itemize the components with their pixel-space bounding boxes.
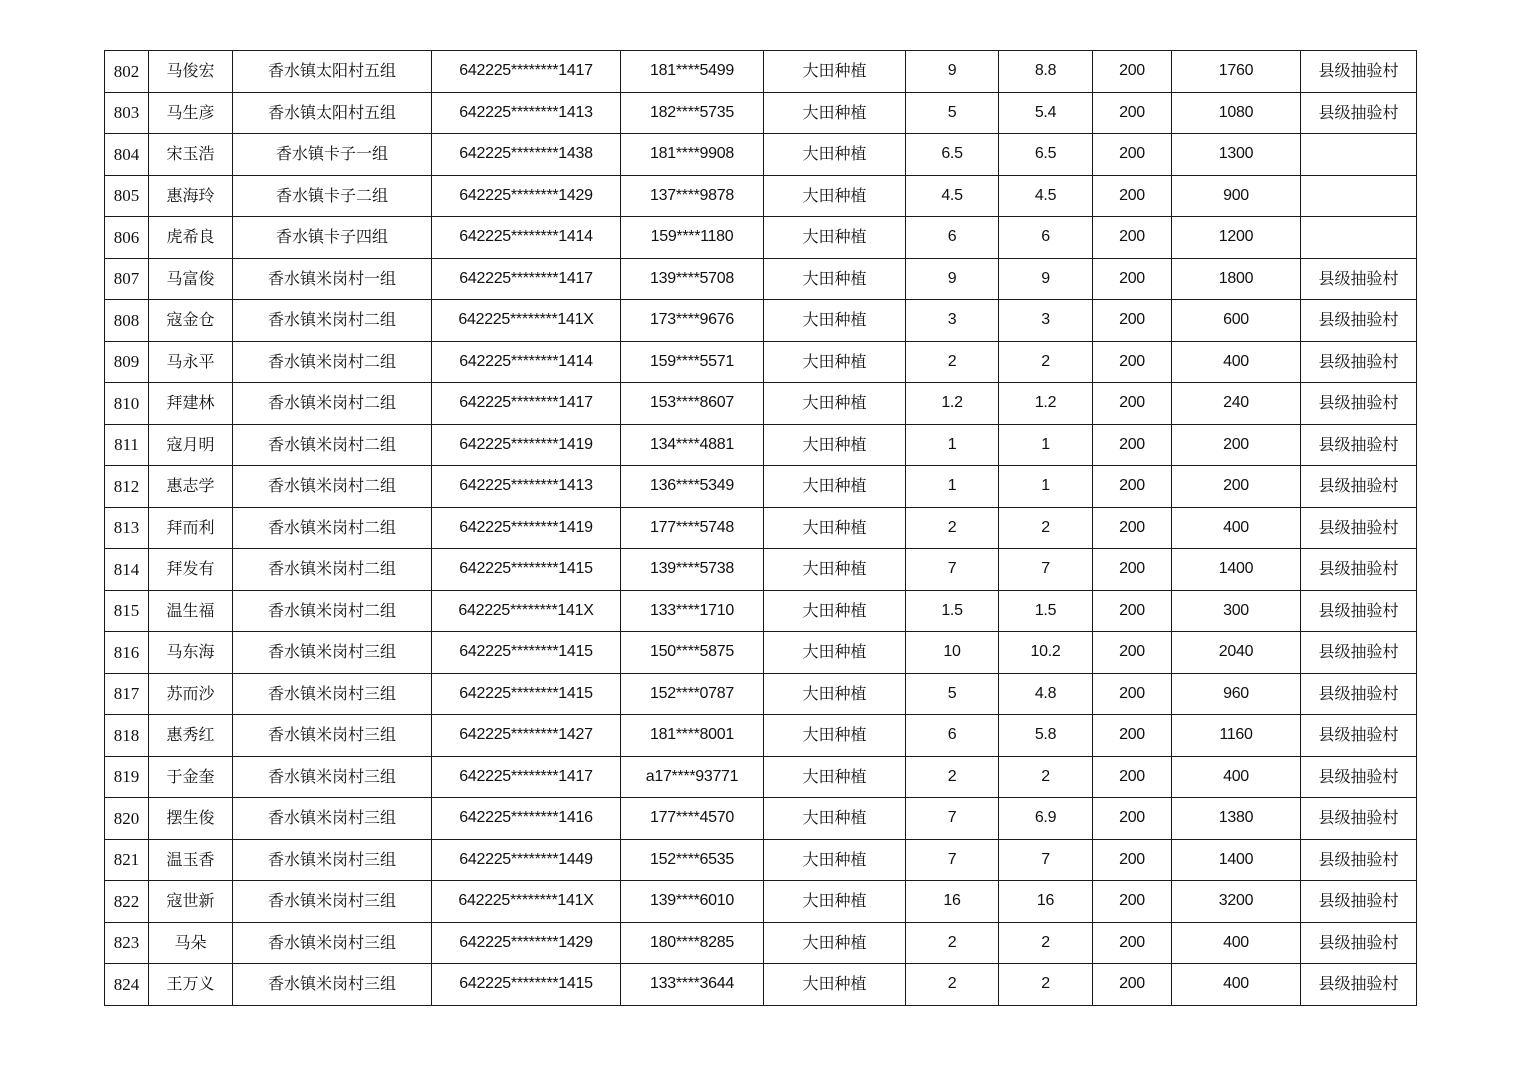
- row-number-cell: 814: [105, 549, 149, 591]
- phone-cell: 136****5349: [621, 466, 764, 508]
- table-row: [105, 383, 1417, 425]
- phone-cell: 134****4881: [621, 424, 764, 466]
- area-cell: 6: [906, 217, 999, 259]
- category-cell: 大田种植: [764, 715, 906, 757]
- phone-cell: 177****4570: [621, 798, 764, 840]
- category-cell: 大田种植: [764, 590, 906, 632]
- phone-cell: 139****5708: [621, 258, 764, 300]
- name-cell: 王万义: [149, 964, 233, 1006]
- rate-cell: 200: [1093, 881, 1172, 923]
- area-cell: 1: [906, 424, 999, 466]
- address-cell: 香水镇米岗村二组: [233, 590, 432, 632]
- address-cell: 香水镇米岗村二组: [233, 383, 432, 425]
- id-number-cell: 642225********1415: [432, 673, 621, 715]
- amount-cell: 900: [1172, 175, 1301, 217]
- verified-area-cell: 7: [999, 839, 1093, 881]
- note-cell: 县级抽验村: [1301, 590, 1417, 632]
- id-number-cell: 642225********1417: [432, 51, 621, 93]
- name-cell: 马永平: [149, 341, 233, 383]
- note-cell: 县级抽验村: [1301, 300, 1417, 342]
- id-number-cell: 642225********1449: [432, 839, 621, 881]
- name-cell: 马生彦: [149, 92, 233, 134]
- rate-cell: 200: [1093, 175, 1172, 217]
- note-cell: 县级抽验村: [1301, 383, 1417, 425]
- amount-cell: 400: [1172, 756, 1301, 798]
- category-cell: 大田种植: [764, 756, 906, 798]
- id-number-cell: 642225********1438: [432, 134, 621, 176]
- table-row: [105, 549, 1417, 591]
- phone-cell: 150****5875: [621, 632, 764, 674]
- phone-cell: 159****1180: [621, 217, 764, 259]
- address-cell: 香水镇米岗村二组: [233, 424, 432, 466]
- amount-cell: 200: [1172, 466, 1301, 508]
- id-number-cell: 642225********141X: [432, 881, 621, 923]
- row-number-cell: 804: [105, 134, 149, 176]
- note-cell: [1301, 175, 1417, 217]
- name-cell: 马朵: [149, 922, 233, 964]
- area-cell: 2: [906, 922, 999, 964]
- rate-cell: 200: [1093, 839, 1172, 881]
- verified-area-cell: 3: [999, 300, 1093, 342]
- category-cell: 大田种植: [764, 507, 906, 549]
- address-cell: 香水镇米岗村三组: [233, 715, 432, 757]
- rate-cell: 200: [1093, 964, 1172, 1006]
- name-cell: 马俊宏: [149, 51, 233, 93]
- name-cell: 寇世新: [149, 881, 233, 923]
- verified-area-cell: 7: [999, 549, 1093, 591]
- area-cell: 7: [906, 798, 999, 840]
- name-cell: 摆生俊: [149, 798, 233, 840]
- amount-cell: 1400: [1172, 549, 1301, 591]
- address-cell: 香水镇米岗村一组: [233, 258, 432, 300]
- address-cell: 香水镇太阳村五组: [233, 92, 432, 134]
- rate-cell: 200: [1093, 549, 1172, 591]
- row-number-cell: 819: [105, 756, 149, 798]
- category-cell: 大田种植: [764, 964, 906, 1006]
- verified-area-cell: 5.4: [999, 92, 1093, 134]
- row-number-cell: 802: [105, 51, 149, 93]
- category-cell: 大田种植: [764, 549, 906, 591]
- phone-cell: 137****9878: [621, 175, 764, 217]
- amount-cell: 1200: [1172, 217, 1301, 259]
- rate-cell: 200: [1093, 466, 1172, 508]
- address-cell: 香水镇米岗村三组: [233, 922, 432, 964]
- category-cell: 大田种植: [764, 881, 906, 923]
- area-cell: 1.2: [906, 383, 999, 425]
- note-cell: 县级抽验村: [1301, 632, 1417, 674]
- address-cell: 香水镇卡子一组: [233, 134, 432, 176]
- area-cell: 7: [906, 549, 999, 591]
- phone-cell: 152****0787: [621, 673, 764, 715]
- area-cell: 2: [906, 341, 999, 383]
- area-cell: 1.5: [906, 590, 999, 632]
- amount-cell: 1400: [1172, 839, 1301, 881]
- note-cell: [1301, 217, 1417, 259]
- amount-cell: 400: [1172, 341, 1301, 383]
- phone-cell: 173****9676: [621, 300, 764, 342]
- rate-cell: 200: [1093, 258, 1172, 300]
- id-number-cell: 642225********1417: [432, 756, 621, 798]
- phone-cell: 133****1710: [621, 590, 764, 632]
- phone-cell: 153****8607: [621, 383, 764, 425]
- table-row: [105, 51, 1417, 93]
- id-number-cell: 642225********1429: [432, 922, 621, 964]
- phone-cell: 181****9908: [621, 134, 764, 176]
- row-number-cell: 812: [105, 466, 149, 508]
- rate-cell: 200: [1093, 134, 1172, 176]
- note-cell: 县级抽验村: [1301, 341, 1417, 383]
- amount-cell: 400: [1172, 507, 1301, 549]
- note-cell: 县级抽验村: [1301, 92, 1417, 134]
- address-cell: 香水镇米岗村二组: [233, 466, 432, 508]
- verified-area-cell: 2: [999, 756, 1093, 798]
- address-cell: 香水镇米岗村二组: [233, 507, 432, 549]
- address-cell: 香水镇米岗村三组: [233, 632, 432, 674]
- table-row: [105, 134, 1417, 176]
- verified-area-cell: 5.8: [999, 715, 1093, 757]
- area-cell: 5: [906, 673, 999, 715]
- verified-area-cell: 4.5: [999, 175, 1093, 217]
- row-number-cell: 809: [105, 341, 149, 383]
- row-number-cell: 821: [105, 839, 149, 881]
- row-number-cell: 824: [105, 964, 149, 1006]
- name-cell: 苏而沙: [149, 673, 233, 715]
- note-cell: 县级抽验村: [1301, 507, 1417, 549]
- row-number-cell: 815: [105, 590, 149, 632]
- verified-area-cell: 16: [999, 881, 1093, 923]
- category-cell: 大田种植: [764, 341, 906, 383]
- rate-cell: 200: [1093, 715, 1172, 757]
- row-number-cell: 818: [105, 715, 149, 757]
- name-cell: 温生福: [149, 590, 233, 632]
- category-cell: 大田种植: [764, 217, 906, 259]
- amount-cell: 2040: [1172, 632, 1301, 674]
- amount-cell: 400: [1172, 964, 1301, 1006]
- table-row: [105, 175, 1417, 217]
- verified-area-cell: 10.2: [999, 632, 1093, 674]
- category-cell: 大田种植: [764, 383, 906, 425]
- area-cell: 1: [906, 466, 999, 508]
- amount-cell: 200: [1172, 424, 1301, 466]
- id-number-cell: 642225********1419: [432, 507, 621, 549]
- table-row: [105, 424, 1417, 466]
- id-number-cell: 642225********1415: [432, 549, 621, 591]
- row-number-cell: 822: [105, 881, 149, 923]
- category-cell: 大田种植: [764, 424, 906, 466]
- address-cell: 香水镇米岗村二组: [233, 341, 432, 383]
- row-number-cell: 820: [105, 798, 149, 840]
- name-cell: 拜而利: [149, 507, 233, 549]
- amount-cell: 600: [1172, 300, 1301, 342]
- rate-cell: 200: [1093, 756, 1172, 798]
- id-number-cell: 642225********1415: [432, 964, 621, 1006]
- note-cell: [1301, 134, 1417, 176]
- phone-cell: 181****5499: [621, 51, 764, 93]
- table-row: [105, 839, 1417, 881]
- table-row: [105, 632, 1417, 674]
- area-cell: 3: [906, 300, 999, 342]
- row-number-cell: 816: [105, 632, 149, 674]
- note-cell: 县级抽验村: [1301, 839, 1417, 881]
- id-number-cell: 642225********1419: [432, 424, 621, 466]
- address-cell: 香水镇米岗村二组: [233, 549, 432, 591]
- table-row: [105, 964, 1417, 1006]
- row-number-cell: 810: [105, 383, 149, 425]
- phone-cell: 182****5735: [621, 92, 764, 134]
- verified-area-cell: 2: [999, 964, 1093, 1006]
- name-cell: 马富俊: [149, 258, 233, 300]
- data-table: [104, 50, 1417, 1006]
- id-number-cell: 642225********1414: [432, 341, 621, 383]
- note-cell: 县级抽验村: [1301, 466, 1417, 508]
- id-number-cell: 642225********1427: [432, 715, 621, 757]
- category-cell: 大田种植: [764, 300, 906, 342]
- area-cell: 2: [906, 756, 999, 798]
- amount-cell: 400: [1172, 922, 1301, 964]
- amount-cell: 3200: [1172, 881, 1301, 923]
- name-cell: 于金奎: [149, 756, 233, 798]
- category-cell: 大田种植: [764, 798, 906, 840]
- note-cell: 县级抽验村: [1301, 964, 1417, 1006]
- note-cell: 县级抽验村: [1301, 424, 1417, 466]
- area-cell: 10: [906, 632, 999, 674]
- rate-cell: 200: [1093, 51, 1172, 93]
- category-cell: 大田种植: [764, 673, 906, 715]
- verified-area-cell: 1.5: [999, 590, 1093, 632]
- name-cell: 虎希良: [149, 217, 233, 259]
- note-cell: 县级抽验村: [1301, 922, 1417, 964]
- phone-cell: 139****5738: [621, 549, 764, 591]
- rate-cell: 200: [1093, 92, 1172, 134]
- phone-cell: 181****8001: [621, 715, 764, 757]
- area-cell: 6.5: [906, 134, 999, 176]
- phone-cell: 152****6535: [621, 839, 764, 881]
- table-body: [105, 51, 1417, 1006]
- note-cell: 县级抽验村: [1301, 549, 1417, 591]
- amount-cell: 1380: [1172, 798, 1301, 840]
- name-cell: 寇月明: [149, 424, 233, 466]
- table-row: [105, 922, 1417, 964]
- id-number-cell: 642225********1413: [432, 466, 621, 508]
- id-number-cell: 642225********1413: [432, 92, 621, 134]
- rate-cell: 200: [1093, 217, 1172, 259]
- table-row: [105, 673, 1417, 715]
- note-cell: 县级抽验村: [1301, 51, 1417, 93]
- id-number-cell: 642225********1429: [432, 175, 621, 217]
- table-row: [105, 507, 1417, 549]
- name-cell: 惠志学: [149, 466, 233, 508]
- category-cell: 大田种植: [764, 92, 906, 134]
- id-number-cell: 642225********1417: [432, 258, 621, 300]
- amount-cell: 960: [1172, 673, 1301, 715]
- row-number-cell: 808: [105, 300, 149, 342]
- category-cell: 大田种植: [764, 175, 906, 217]
- row-number-cell: 813: [105, 507, 149, 549]
- id-number-cell: 642225********1415: [432, 632, 621, 674]
- id-number-cell: 642225********141X: [432, 300, 621, 342]
- phone-cell: 139****6010: [621, 881, 764, 923]
- category-cell: 大田种植: [764, 258, 906, 300]
- address-cell: 香水镇米岗村三组: [233, 756, 432, 798]
- amount-cell: 300: [1172, 590, 1301, 632]
- category-cell: 大田种植: [764, 466, 906, 508]
- row-number-cell: 805: [105, 175, 149, 217]
- area-cell: 7: [906, 839, 999, 881]
- verified-area-cell: 2: [999, 922, 1093, 964]
- verified-area-cell: 2: [999, 507, 1093, 549]
- address-cell: 香水镇米岗村三组: [233, 964, 432, 1006]
- area-cell: 4.5: [906, 175, 999, 217]
- category-cell: 大田种植: [764, 134, 906, 176]
- amount-cell: 1760: [1172, 51, 1301, 93]
- table-row: [105, 341, 1417, 383]
- rate-cell: 200: [1093, 798, 1172, 840]
- table-row: [105, 798, 1417, 840]
- rate-cell: 200: [1093, 590, 1172, 632]
- name-cell: 惠海玲: [149, 175, 233, 217]
- id-number-cell: 642225********141X: [432, 590, 621, 632]
- address-cell: 香水镇米岗村二组: [233, 300, 432, 342]
- area-cell: 6: [906, 715, 999, 757]
- area-cell: 2: [906, 964, 999, 1006]
- name-cell: 拜建林: [149, 383, 233, 425]
- name-cell: 温玉香: [149, 839, 233, 881]
- table-row: [105, 756, 1417, 798]
- category-cell: 大田种植: [764, 51, 906, 93]
- rate-cell: 200: [1093, 673, 1172, 715]
- address-cell: 香水镇米岗村三组: [233, 798, 432, 840]
- verified-area-cell: 6.9: [999, 798, 1093, 840]
- table-row: [105, 466, 1417, 508]
- verified-area-cell: 8.8: [999, 51, 1093, 93]
- table-row: [105, 217, 1417, 259]
- table-row: [105, 258, 1417, 300]
- row-number-cell: 817: [105, 673, 149, 715]
- row-number-cell: 823: [105, 922, 149, 964]
- area-cell: 9: [906, 258, 999, 300]
- name-cell: 寇金仓: [149, 300, 233, 342]
- note-cell: 县级抽验村: [1301, 798, 1417, 840]
- name-cell: 宋玉浩: [149, 134, 233, 176]
- row-number-cell: 803: [105, 92, 149, 134]
- address-cell: 香水镇米岗村三组: [233, 881, 432, 923]
- id-number-cell: 642225********1416: [432, 798, 621, 840]
- verified-area-cell: 6.5: [999, 134, 1093, 176]
- rate-cell: 200: [1093, 383, 1172, 425]
- rate-cell: 200: [1093, 507, 1172, 549]
- address-cell: 香水镇米岗村三组: [233, 839, 432, 881]
- amount-cell: 240: [1172, 383, 1301, 425]
- id-number-cell: 642225********1414: [432, 217, 621, 259]
- name-cell: 马东海: [149, 632, 233, 674]
- verified-area-cell: 2: [999, 341, 1093, 383]
- name-cell: 惠秀红: [149, 715, 233, 757]
- note-cell: 县级抽验村: [1301, 756, 1417, 798]
- rate-cell: 200: [1093, 922, 1172, 964]
- verified-area-cell: 1: [999, 424, 1093, 466]
- rate-cell: 200: [1093, 341, 1172, 383]
- phone-cell: a17****93771: [621, 756, 764, 798]
- area-cell: 5: [906, 92, 999, 134]
- amount-cell: 1300: [1172, 134, 1301, 176]
- address-cell: 香水镇太阳村五组: [233, 51, 432, 93]
- verified-area-cell: 1: [999, 466, 1093, 508]
- id-number-cell: 642225********1417: [432, 383, 621, 425]
- note-cell: 县级抽验村: [1301, 673, 1417, 715]
- verified-area-cell: 1.2: [999, 383, 1093, 425]
- amount-cell: 1160: [1172, 715, 1301, 757]
- verified-area-cell: 4.8: [999, 673, 1093, 715]
- category-cell: 大田种植: [764, 922, 906, 964]
- row-number-cell: 811: [105, 424, 149, 466]
- note-cell: 县级抽验村: [1301, 258, 1417, 300]
- phone-cell: 159****5571: [621, 341, 764, 383]
- row-number-cell: 807: [105, 258, 149, 300]
- table-row: [105, 881, 1417, 923]
- table-row: [105, 715, 1417, 757]
- area-cell: 2: [906, 507, 999, 549]
- phone-cell: 180****8285: [621, 922, 764, 964]
- address-cell: 香水镇卡子四组: [233, 217, 432, 259]
- verified-area-cell: 6: [999, 217, 1093, 259]
- table-row: [105, 300, 1417, 342]
- table-row: [105, 92, 1417, 134]
- rate-cell: 200: [1093, 300, 1172, 342]
- verified-area-cell: 9: [999, 258, 1093, 300]
- table-row: [105, 590, 1417, 632]
- phone-cell: 133****3644: [621, 964, 764, 1006]
- category-cell: 大田种植: [764, 839, 906, 881]
- amount-cell: 1800: [1172, 258, 1301, 300]
- row-number-cell: 806: [105, 217, 149, 259]
- amount-cell: 1080: [1172, 92, 1301, 134]
- note-cell: 县级抽验村: [1301, 715, 1417, 757]
- area-cell: 16: [906, 881, 999, 923]
- phone-cell: 177****5748: [621, 507, 764, 549]
- rate-cell: 200: [1093, 632, 1172, 674]
- name-cell: 拜发有: [149, 549, 233, 591]
- area-cell: 9: [906, 51, 999, 93]
- rate-cell: 200: [1093, 424, 1172, 466]
- address-cell: 香水镇米岗村三组: [233, 673, 432, 715]
- category-cell: 大田种植: [764, 632, 906, 674]
- address-cell: 香水镇卡子二组: [233, 175, 432, 217]
- note-cell: 县级抽验村: [1301, 881, 1417, 923]
